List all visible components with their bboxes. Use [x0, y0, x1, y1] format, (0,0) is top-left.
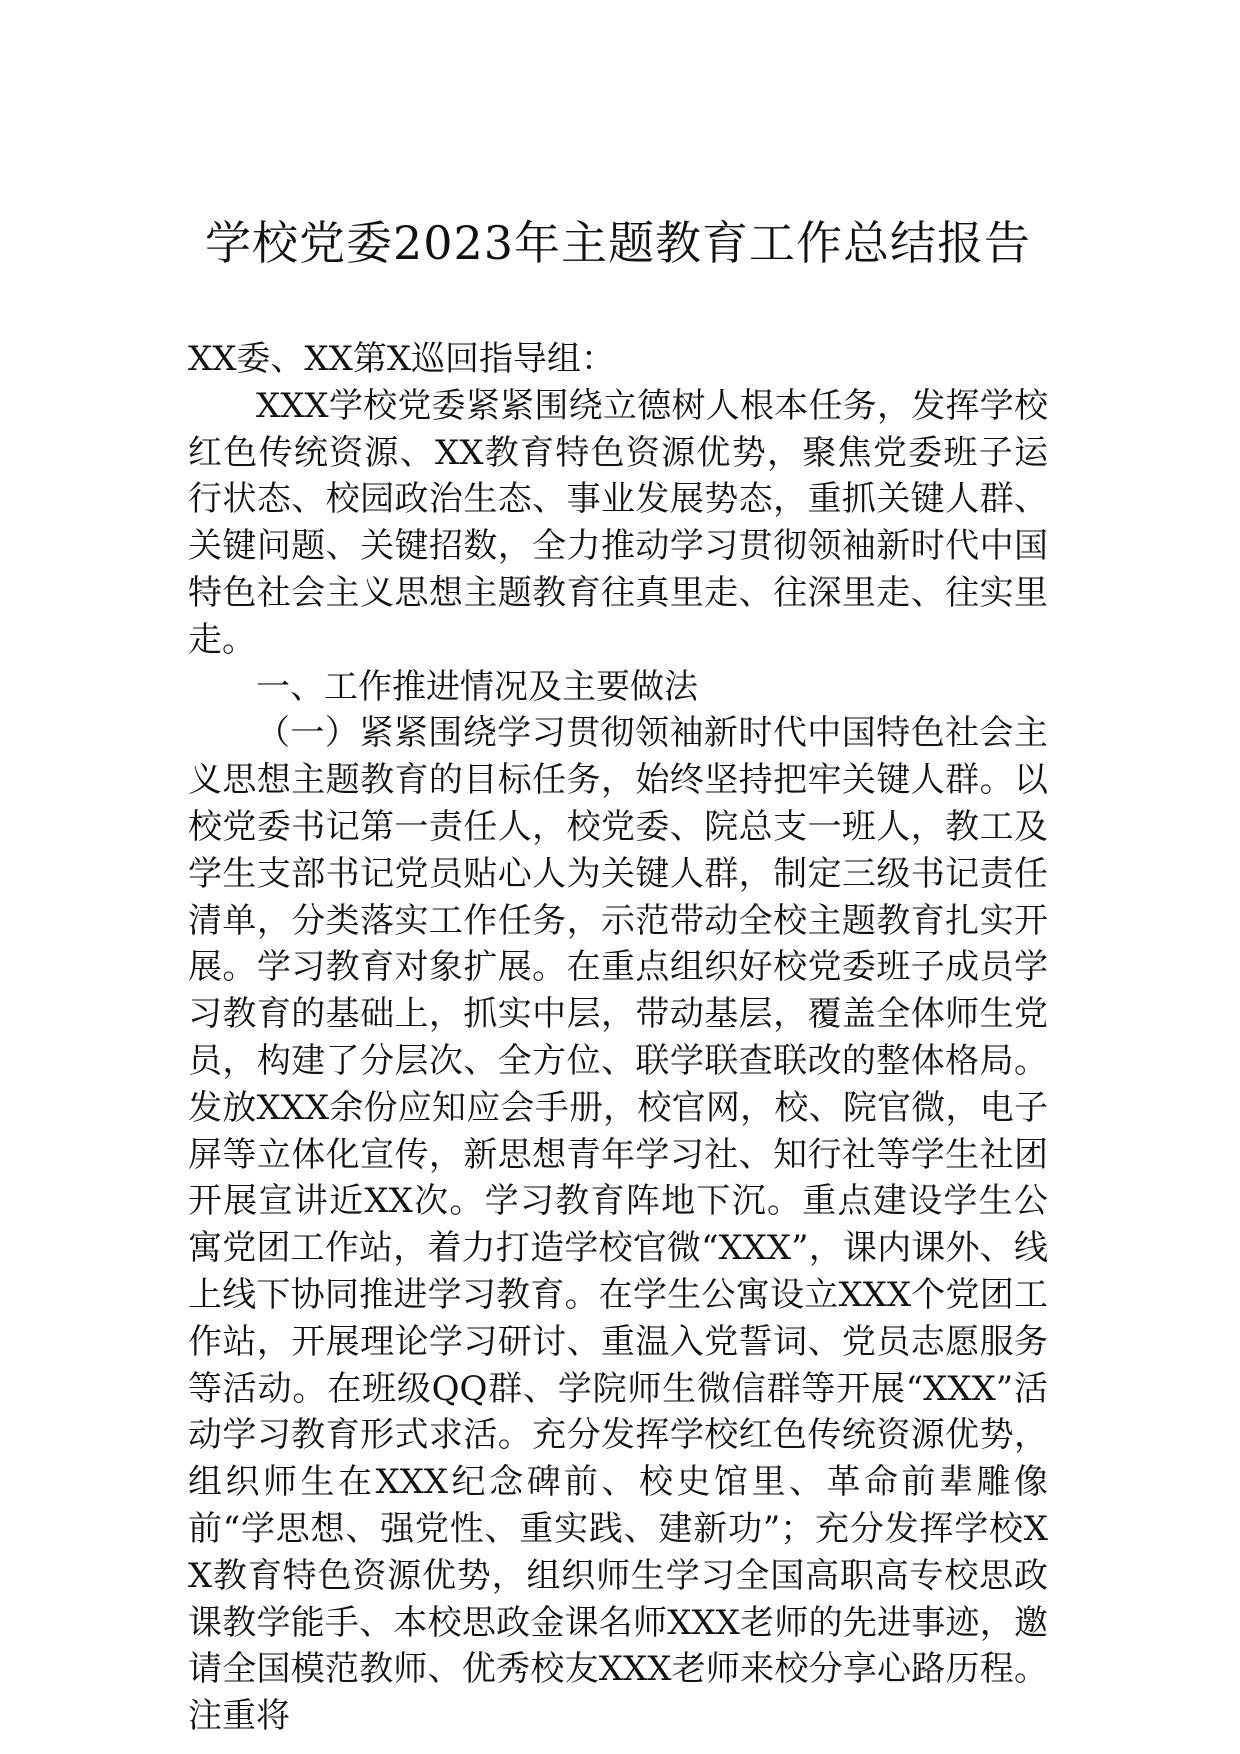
document-body — [188, 336, 1048, 1740]
salutation: XX委、XX第X巡回指导组： — [188, 339, 616, 379]
intro-paragraph: XXX学校党委紧紧围绕立德树人根本任务，发挥学校红色传统资源、XX教育特色资源优势，聚焦党委班子运行状态、校园政治生态、事业发展势态，重抓关键人群、关键问题、关键招数，全力推动学习贯彻领袖新时代中国特色社会主义思想主题教育往真里走、往深里走、往实里走。 — [188, 385, 1048, 660]
section-heading: 一、工作推进情况及主要做法 — [256, 666, 698, 707]
body-paragraph: （一）紧紧围绕学习贯彻领袖新时代中国特色社会主义思想主题教育的目标任务，始终坚持把牢关键人群。以校党委书记第一责任人，校党委、院总支一班人，教工及学生支部书记党员贴心人为关键人群，制定三级书记责任清单，分类落实工作任务，示范带动全校主题教育扎实开展。学习教育对象扩展。在重点组织好校党委班子成员学习教育的基础上，抓实中层，带动基层，覆盖全体师生党员，构建了分层次、全方位、联学联查联改的整体格局。发放XXX余份应知应会手册，校官网，校、院官微，电子屏等立体化宣传，新思想青年学习社、知行社等学生社团开展宣讲近XX次。学习教育阵地下沉。重点建设学生公寓党团工作站，着力打造学校官微“XXX”，课内课外、线上线下协同推进学习教育。在学生公寓设立XXX个党团工作站，开展理论学习研讨、重温入党誓词、党员志愿服务等活动。在班级QQ群、学院师生微信群等开展“XXX”活动学习教育形式求活。充分发挥学校红色传统资源优势，组织师生在XXX纪念碑前、校史馆里、革命前辈雕像前“学思想、强党性、重实践、建新功”；充分发挥学校XX教育特色资源优势，组织师生学习全国高职高专校思政课教学能手、本校思政金课名师XXX老师的先进事迹，邀请全国模范教师、优秀校友XXX老师来校分享心路历程。注重将 — [188, 713, 1048, 1737]
document-title: 学校党委2023年主题教育工作总结报告 — [204, 216, 1032, 270]
